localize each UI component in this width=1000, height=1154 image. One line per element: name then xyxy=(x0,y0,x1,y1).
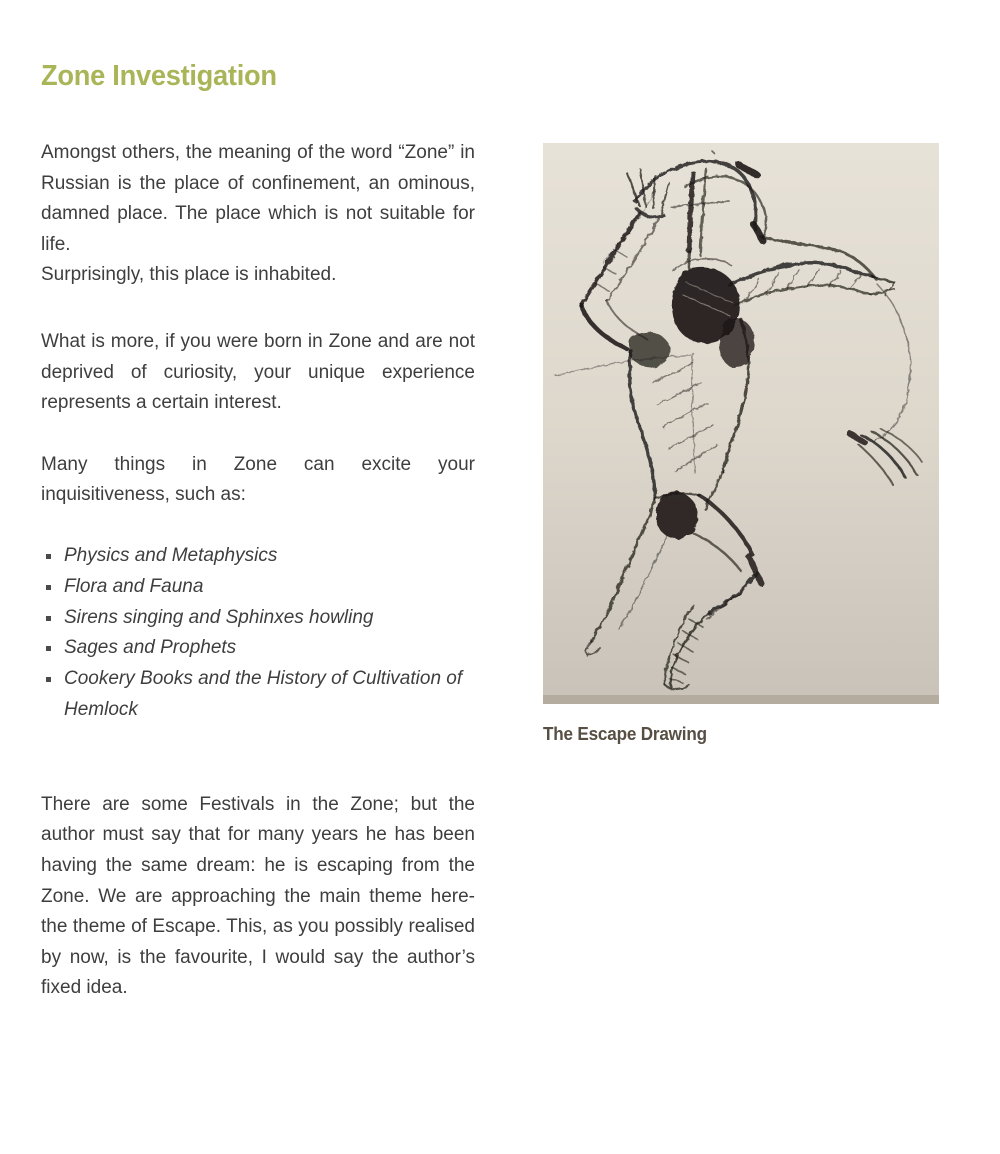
paragraph-festivals: There are some Festivals in the Zone; but the author must say that for many years he has been having the same dream: he is escaping from the Zone. We are approaching the main theme here-the theme of Escape. This, as you possibly realised by now, is the favourite, I would say the author’s fixed idea. xyxy=(41,793,475,999)
square-bullet-icon xyxy=(46,677,51,682)
list-item-text: Physics and Metaphysics xyxy=(64,544,278,566)
paragraph-intro-2: Surprisingly, this place is inhabited. xyxy=(41,264,337,286)
list-item xyxy=(41,633,475,664)
escape-drawing-image xyxy=(543,143,939,704)
list-item-text: Sirens singing and Sphinxes howling xyxy=(64,606,374,628)
square-bullet-icon xyxy=(46,585,51,590)
figure-caption: The Escape Drawing xyxy=(543,724,707,744)
square-bullet-icon xyxy=(46,554,51,559)
article-text-column xyxy=(41,138,475,1004)
square-bullet-icon xyxy=(46,646,51,651)
list-item-text: Sages and Prophets xyxy=(64,637,237,659)
paragraph-many-things: Many things in Zone can excite your inquisitiveness, such as: xyxy=(41,453,475,506)
escape-drawing-figure xyxy=(543,143,939,745)
list-item xyxy=(41,603,475,634)
page-title: Zone Investigation xyxy=(41,60,277,92)
zone-interests-list xyxy=(41,541,475,726)
paragraph-intro-1: Amongst others, the meaning of the word “Zone” in Russian is the place of confinement, an ominous, damned place. The place which is not suitable for life. xyxy=(41,142,475,255)
list-item-text: Cookery Books and the History of Cultivation of Hemlock xyxy=(64,668,463,720)
content-columns xyxy=(41,138,939,1004)
square-bullet-icon xyxy=(46,616,51,621)
list-item xyxy=(41,664,475,726)
list-item-text: Flora and Fauna xyxy=(64,575,204,597)
list-item xyxy=(41,572,475,603)
paragraph-born-in-zone: What is more, if you were born in Zone and are not deprived of curiosity, your unique experience represents a certain interest. xyxy=(41,330,475,414)
list-item xyxy=(41,541,475,572)
